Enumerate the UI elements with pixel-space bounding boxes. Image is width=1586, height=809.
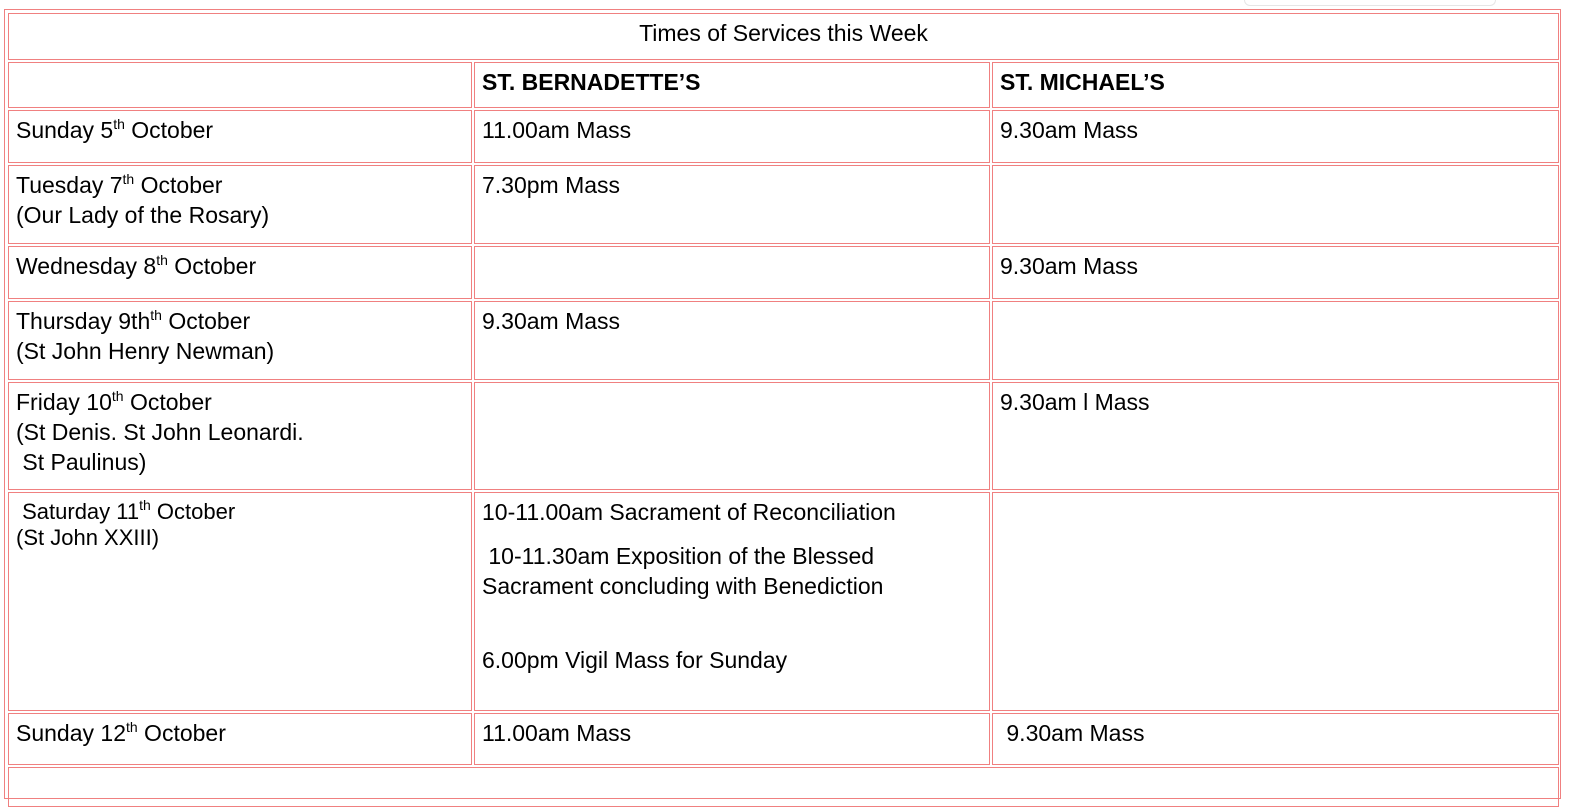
day-label: Sunday 5th October <box>16 116 214 143</box>
bernadette-cell <box>474 110 990 163</box>
service-entry: 9.30am Mass <box>1000 117 1139 143</box>
day-label: Wednesday 8th October <box>16 252 257 279</box>
michael-cell <box>992 165 1559 244</box>
table-row <box>8 110 1559 163</box>
table-row <box>8 492 1559 711</box>
header-st-bernadettes: ST. BERNADETTE’S <box>474 62 990 108</box>
day-cell <box>8 165 472 244</box>
bernadette-cell <box>474 165 990 244</box>
feast-note: (St John XXIII) <box>16 525 160 550</box>
day-label: Saturday 11th October <box>16 497 236 524</box>
table-row <box>8 246 1559 299</box>
michael-cell <box>992 110 1559 163</box>
michael-cell <box>992 382 1559 490</box>
service-entry: Sacrament concluding with Benediction <box>482 573 884 599</box>
day-label: Thursday $9th^{th}$ October <box>16 307 251 334</box>
service-entry: 6.00pm Vigil Mass for Sunday <box>482 647 788 673</box>
bernadette-cell <box>474 246 990 299</box>
feast-note: (Our Lady of the Rosary) <box>16 202 270 228</box>
service-entry: 9.30am Mass <box>482 308 621 334</box>
feast-note: St Paulinus) <box>16 449 147 475</box>
header-day <box>8 62 472 108</box>
day-cell <box>8 382 472 490</box>
michael-cell <box>992 301 1559 380</box>
day-label: Friday 10th October <box>16 388 212 415</box>
michael-cell <box>992 492 1559 711</box>
service-entry: 9.30am Mass <box>1000 253 1139 279</box>
day-cell <box>8 110 472 163</box>
day-cell <box>8 301 472 380</box>
day-cell <box>8 246 472 299</box>
table-title: Times of Services this Week <box>8 13 1559 60</box>
service-entry: 9.30am Mass <box>1000 720 1145 746</box>
day-label: Tuesday 7th October <box>16 171 223 198</box>
header-st-michaels: ST. MICHAEL’S <box>992 62 1559 108</box>
header-row <box>8 62 1559 108</box>
service-entry: 7.30pm Mass <box>482 172 621 198</box>
service-entry: 11.00am Mass <box>482 117 632 143</box>
bernadette-cell <box>474 713 990 765</box>
table-row <box>8 713 1559 765</box>
table-row <box>8 382 1559 490</box>
bernadette-cell <box>474 382 990 490</box>
service-entry: 10-11.30am Exposition of the Blessed <box>482 543 875 569</box>
michael-cell <box>992 246 1559 299</box>
michael-cell <box>992 713 1559 765</box>
window-tab-edge <box>1244 0 1496 6</box>
day-label: Sunday 12th October <box>16 719 226 746</box>
feast-note: (St John Henry Newman) <box>16 338 275 364</box>
service-entry: 11.00am Mass <box>482 720 632 746</box>
day-cell <box>8 713 472 765</box>
table-row <box>8 301 1559 380</box>
day-cell <box>8 492 472 711</box>
feast-note: (St Denis. St John Leonardi. <box>16 419 304 445</box>
continuation-cell <box>8 767 1559 807</box>
services-table <box>6 11 1561 809</box>
service-entry: 10-11.00am Sacrament of Reconciliation <box>482 499 896 525</box>
bernadette-cell <box>474 492 990 711</box>
table-row <box>8 165 1559 244</box>
bernadette-cell <box>474 301 990 380</box>
title-row <box>8 13 1559 60</box>
continuation-row <box>8 767 1559 807</box>
service-entry: 9.30am l Mass <box>1000 389 1150 415</box>
